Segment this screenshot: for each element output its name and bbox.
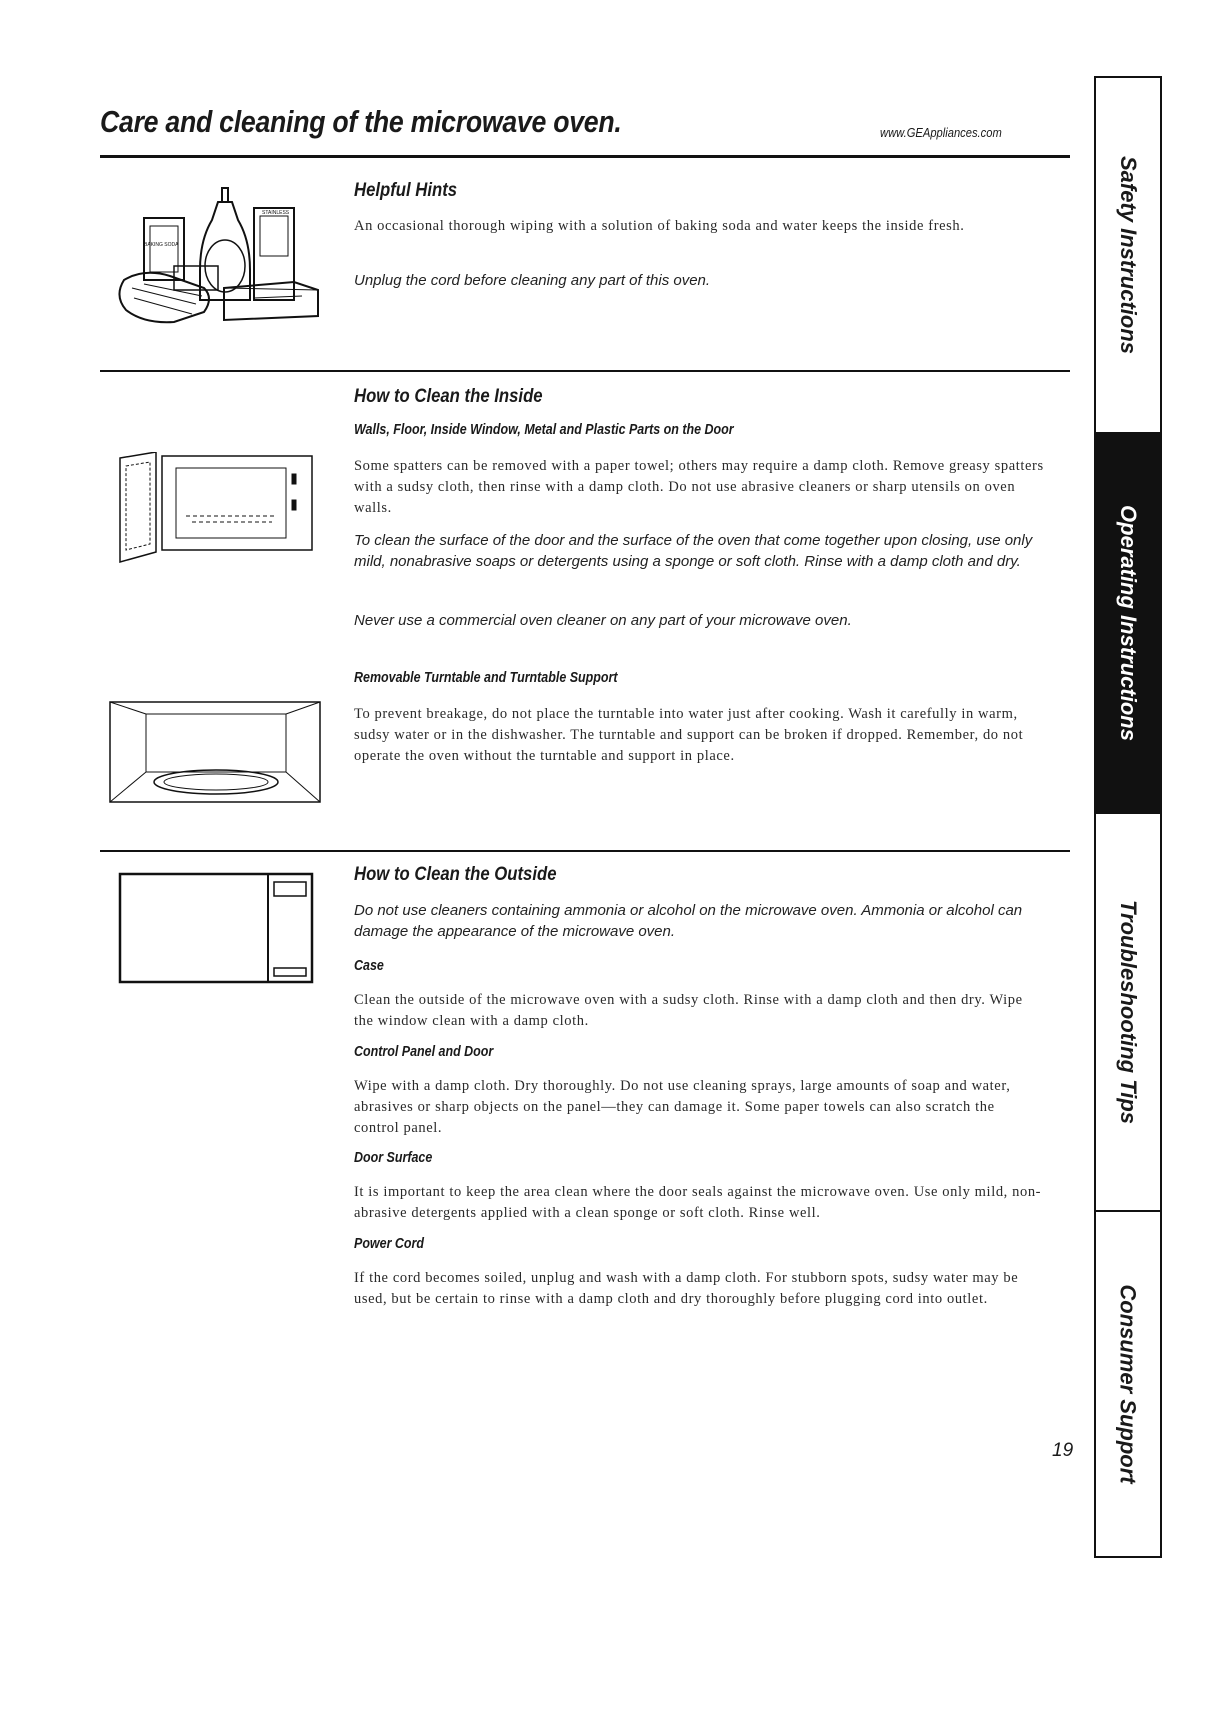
clean-inside-heading: How to Clean the Inside (354, 386, 543, 407)
control-panel-subheading: Control Panel and Door (354, 1044, 494, 1060)
tab-troubleshooting-tips[interactable] (1094, 814, 1162, 1212)
title-rule (100, 155, 1070, 158)
helpful-hints-body: An occasional thorough wiping with a solution of baking soda and water keeps the inside fresh. (354, 218, 965, 234)
tab-troubleshooting-label: Troubleshooting Tips (1116, 899, 1142, 1125)
turntable-illustration (108, 700, 322, 804)
page-title: Care and cleaning of the microwave oven. (100, 104, 622, 139)
door-surface-subheading: Door Surface (354, 1150, 433, 1166)
bottle-cap (222, 188, 228, 202)
oven-cavity (162, 456, 312, 550)
bottle-label: STAINLESS (262, 210, 290, 216)
ammonia-warning: Do not use cleaners containing ammonia or alcohol on the microwave oven. Ammonia or alcohol can damage the appearance of the microwave oven. (354, 902, 1023, 940)
walls-body: Some spatters can be removed with a paper towel; others may require a damp cloth. Remove greasy spatters with a sudsy cloth, then rinse with a damp cloth. Do not use abrasive cleaners or sharp utensils on oven walls. (354, 458, 1044, 516)
closed-oven-illustration (118, 872, 314, 984)
oven-outline (120, 874, 312, 982)
tab-safety-instructions[interactable] (1094, 76, 1162, 432)
box-label: BAKING SODA (144, 242, 179, 248)
door-surface-body: It is important to keep the area clean where the door seals against the microwave oven. Use only mild, non-abrasive detergents applied with a clean sponge or soft cloth. Rinse well. (354, 1184, 1042, 1221)
tab-operating-instructions[interactable] (1094, 432, 1162, 814)
page-number: 19 (1052, 1440, 1074, 1461)
never-cleaner-note: Never use a commercial oven cleaner on any part of your microwave oven. (354, 612, 852, 629)
case-subheading: Case (354, 958, 384, 974)
tab-safety-label: Safety Instructions (1116, 155, 1142, 355)
open-door (120, 452, 156, 562)
turntable-subheading: Removable Turntable and Turntable Support (354, 670, 618, 686)
oven-interior-frame (110, 702, 320, 802)
turntable-body: To prevent breakage, do not place the turntable into water just after cooking. Wash it carefully in warm, sudsy water or in the dishwasher. The turntable and support can be broken if dropped. Remember, do not operate the oven without the turntable and support in place. (354, 706, 1024, 764)
unplug-warning: Unplug the cord before cleaning any part of this oven. (354, 272, 711, 289)
power-cord-body: If the cord becomes soiled, unplug and wash with a damp cloth. For stubborn spots, sudsy water may be used, but be certain to rinse with a damp cloth and dry thoroughly before plugging cord into outlet. (354, 1270, 1019, 1307)
tab-operating-label: Operating Instructions (1116, 505, 1142, 741)
open-oven-illustration (116, 452, 316, 572)
case-body: Clean the outside of the microwave oven with a sudsy cloth. Rinse with a damp cloth and then dry. Wipe the window clean with a damp cloth. (354, 992, 1023, 1029)
bottle-body (200, 202, 250, 300)
control-panel-body: Wipe with a damp cloth. Dry thoroughly. Do not use cleaning sprays, large amounts of soap and water, abrasives or sharp objects on the panel—they can damage it. Some paper towels can also scratch the control panel. (354, 1078, 1011, 1136)
power-cord-subheading: Power Cord (354, 1236, 424, 1252)
section-rule-1 (100, 370, 1070, 372)
tab-consumer-label: Consumer Support (1116, 1284, 1142, 1484)
door-surface-note: To clean the surface of the door and the surface of the oven that come together upon closing, use only mild, nonabrasive soaps or detergents using a sponge or soft cloth. Rinse with a damp cloth and dry. (354, 532, 1033, 570)
clean-outside-heading: How to Clean the Outside (354, 864, 557, 885)
walls-subheading: Walls, Floor, Inside Window, Metal and Plastic Parts on the Door (354, 422, 734, 438)
tab-consumer-support[interactable] (1094, 1212, 1162, 1558)
section-tabs (1094, 76, 1164, 1728)
helpful-hints-heading: Helpful Hints (354, 180, 458, 201)
section-rule-2 (100, 850, 1070, 852)
website-url[interactable]: www.GEAppliances.com (880, 125, 1002, 140)
cleaning-supplies-illustration (104, 180, 329, 330)
